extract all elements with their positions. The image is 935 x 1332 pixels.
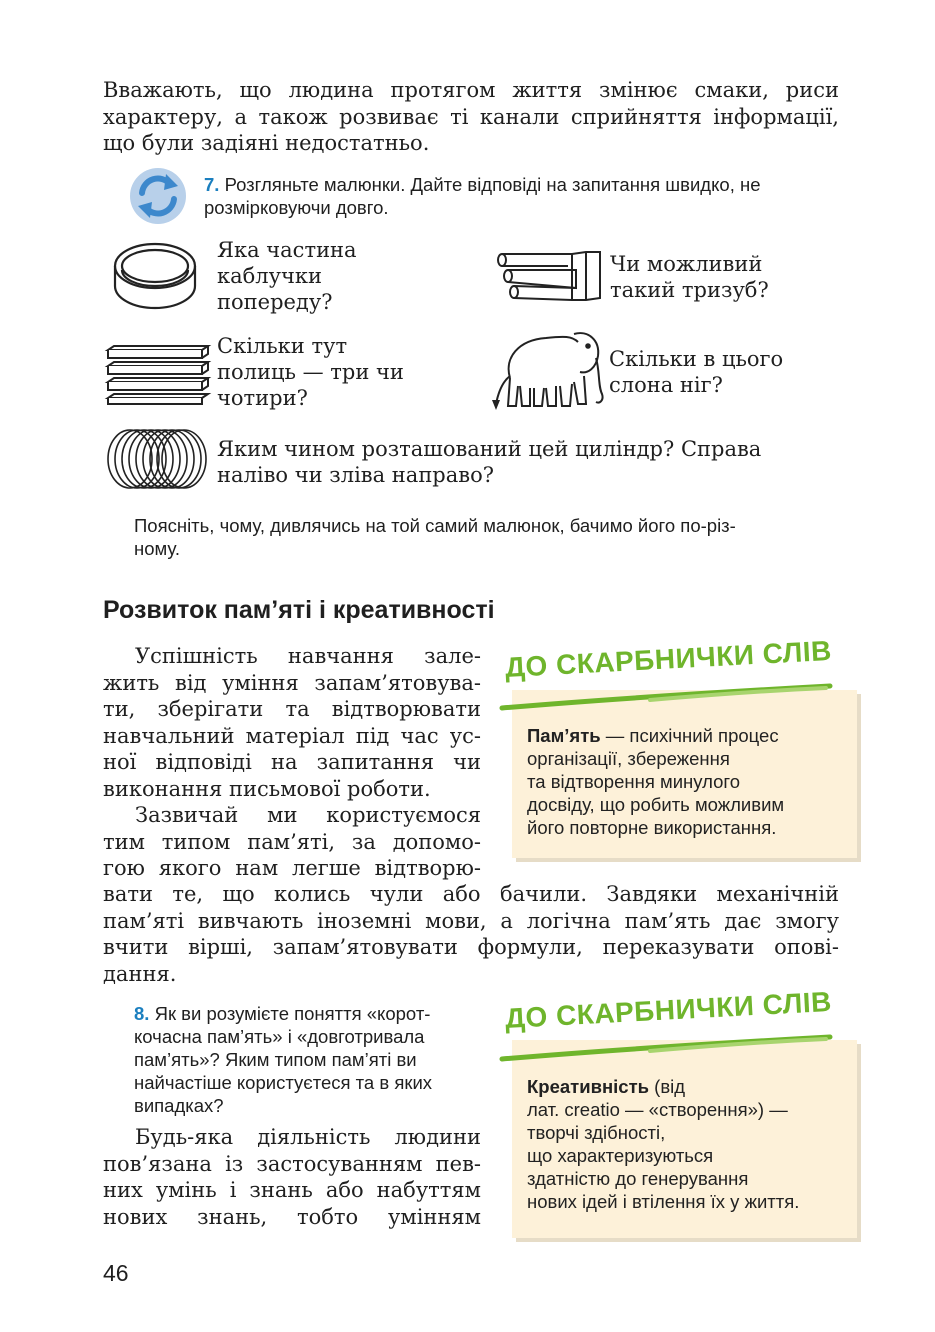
cylinder-question-line: Яким чином розташований цей циліндр? Справа bbox=[217, 437, 762, 461]
paragraph-line: Зазвичай ми користуємося bbox=[135, 803, 481, 827]
ring-question-line: Яка частина bbox=[217, 238, 357, 262]
vocab-term: Пам’ять bbox=[527, 725, 601, 746]
task-8-line: найчастіше користуєтеся та в яких bbox=[134, 1072, 433, 1093]
intro-line: що були задіяні недостатньо. bbox=[103, 131, 430, 155]
cylinder-question bbox=[217, 436, 761, 488]
paragraph-line: нових знань, тобто умінням bbox=[103, 1204, 481, 1229]
ring-question-line: попереду? bbox=[217, 290, 333, 314]
creativity-paragraph bbox=[103, 1124, 481, 1230]
paragraph-line: пам’яті вивчають іноземні мови, а логічна пам’ять дає змогу bbox=[103, 908, 839, 933]
paragraph-line: виконання письмової роботи. bbox=[103, 776, 431, 801]
paragraph-line: ної відповіді на запитання чи bbox=[103, 750, 481, 774]
elephant-question-line: слона ніг? bbox=[609, 373, 723, 397]
vocab-title: ДО СКАРБНИЧКИ СЛІВ bbox=[504, 634, 833, 684]
intro-line: характеру, а також розвиває ті канали сприйняття інформації, bbox=[103, 104, 839, 129]
elephant-question-line: Скільки в цього bbox=[609, 347, 784, 371]
shelves-question-line: полиць — три чи bbox=[217, 360, 404, 384]
vocab-line: творчі здібності, bbox=[527, 1122, 666, 1143]
ring-illustration bbox=[112, 240, 198, 314]
paragraph-line: вчити вірші, запам’ятовувати формули, переказувати опові- bbox=[103, 935, 839, 959]
paragraph-line: дання. bbox=[103, 961, 177, 986]
vocab-line: лат. creatio — «створення») — bbox=[527, 1099, 788, 1120]
vocab-line: досвіду, що робить можливим bbox=[527, 794, 785, 815]
intro-line: Вважають, що людина протягом життя змінює смаки, риси bbox=[103, 78, 839, 102]
memory-paragraph-2-cont bbox=[103, 881, 839, 987]
vocab-line: що характеризуються bbox=[527, 1145, 714, 1166]
task-8-line: випадках? bbox=[134, 1095, 224, 1116]
explain-line: ному. bbox=[134, 538, 180, 559]
task-8-line: Як ви розумієте поняття «корот- bbox=[149, 1003, 431, 1024]
paragraph-line: Успішність навчання зале- bbox=[135, 644, 481, 668]
shelves-illustration bbox=[102, 344, 210, 406]
elephant-question bbox=[609, 346, 783, 398]
task-8-question bbox=[134, 1002, 484, 1117]
task-7-explain bbox=[134, 514, 839, 560]
intro-paragraph bbox=[103, 77, 839, 157]
task-7-instruction bbox=[204, 173, 844, 219]
cylinder-question-line: наліво чи зліва направо? bbox=[217, 463, 494, 487]
shelves-question-line: чотири? bbox=[217, 386, 308, 410]
vocab-term: Креативність bbox=[527, 1076, 650, 1097]
vocab-line: (від bbox=[649, 1076, 686, 1097]
task-8-line: кочасна пам’ять» і «довготривала bbox=[134, 1026, 425, 1047]
task-8-line: пам’ять»? Яким типом пам’яті ви bbox=[134, 1049, 417, 1070]
section-title: Розвиток пам’яті і креативності bbox=[103, 596, 495, 624]
paragraph-line: Будь-яка діяльність людини bbox=[135, 1125, 481, 1149]
task-number: 8. bbox=[134, 1003, 150, 1024]
trident-question-line: Чи можливий bbox=[610, 252, 763, 276]
paragraph-line: них умінь і знань або набуттям bbox=[103, 1178, 481, 1202]
trident-question-line: такий тризуб? bbox=[610, 278, 769, 302]
vocab-line: та відтворення минулого bbox=[527, 771, 741, 792]
vocab-underline bbox=[500, 1031, 832, 1061]
paragraph-line: вати те, що колись чули або бачили. Завдяки механічній bbox=[103, 882, 839, 906]
task-7-line: Розгляньте малюнки. Дайте відповіді на запитання швидко, не bbox=[224, 174, 761, 195]
paragraph-line: пов’язана із застосуванням пев- bbox=[103, 1151, 481, 1176]
task-number: 7. bbox=[204, 174, 220, 195]
memory-paragraph-1 bbox=[103, 643, 481, 802]
vocab-line: організації, збереження bbox=[527, 748, 730, 769]
elephant-illustration bbox=[488, 328, 608, 412]
trident-illustration bbox=[494, 248, 606, 306]
vocab-line: здатністю до генерування bbox=[527, 1168, 749, 1189]
paragraph-line: жить від уміння запам’ятовува- bbox=[103, 670, 481, 695]
paragraph-line: ти, зберігати та відтворювати bbox=[103, 697, 481, 721]
shelves-question-line: Скільки тут bbox=[217, 334, 348, 358]
vocab-underline bbox=[500, 680, 832, 710]
page-number: 46 bbox=[103, 1260, 129, 1286]
vocab-line: нових ідей і втілення їх у життя. bbox=[527, 1191, 800, 1212]
task-7-line: розмірковуючи довго. bbox=[204, 197, 389, 218]
refresh-icon bbox=[128, 166, 188, 226]
vocab-title: ДО СКАРБНИЧКИ СЛІВ bbox=[504, 985, 833, 1035]
ring-question bbox=[217, 237, 357, 315]
paragraph-line: гою якого нам легше відтворю- bbox=[103, 856, 481, 880]
memory-paragraph-2 bbox=[103, 802, 481, 882]
shelves-question bbox=[217, 333, 404, 411]
explain-line: Поясніть, чому, дивлячись на той самий малюнок, бачимо його по-різ- bbox=[134, 515, 736, 536]
paragraph-line: навчальний матеріал під час ус- bbox=[103, 723, 481, 748]
vocab-definition-creativity bbox=[527, 1075, 847, 1213]
trident-question bbox=[610, 251, 769, 303]
vocab-line: його повторне використання. bbox=[527, 817, 777, 838]
cylinder-illustration bbox=[104, 428, 208, 490]
vocab-line: — психічний процес bbox=[600, 725, 779, 746]
paragraph-line: тим типом пам’яті, за допомо- bbox=[103, 829, 481, 854]
ring-question-line: каблучки bbox=[217, 264, 322, 288]
vocab-definition-memory bbox=[527, 724, 847, 839]
